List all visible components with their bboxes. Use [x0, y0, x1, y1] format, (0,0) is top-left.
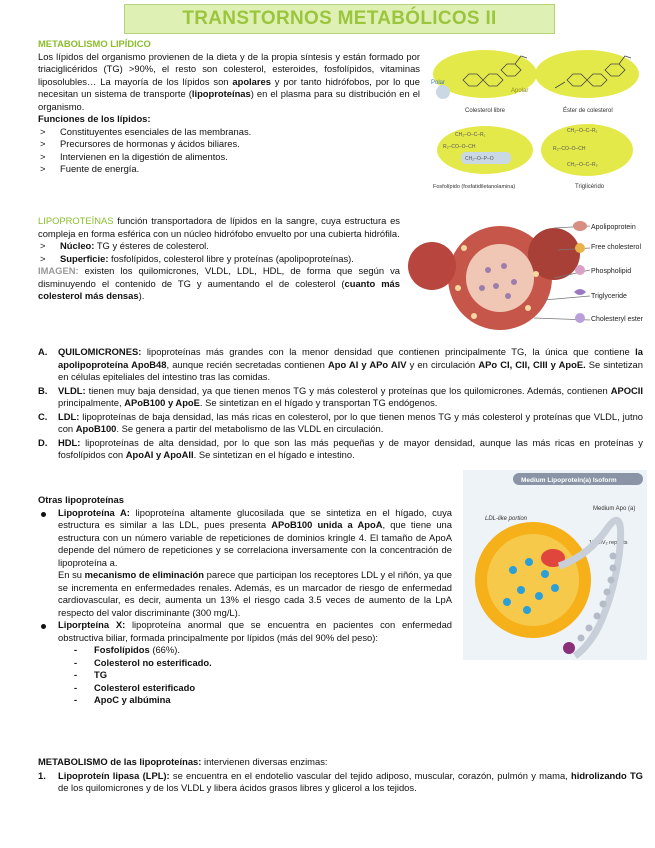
list-item: > Núcleo: TG y ésteres de colesterol. — [38, 240, 400, 253]
other-list — [38, 507, 452, 645]
list-item: Liporpteína X: lipoproteína anormal que se encuentra en pacientes con enfermedad obstructiva biliar, formada principalmente por lípidos (más del 90% del peso): — [38, 619, 452, 644]
phospholipid-figure-label: Phospholipid — [591, 268, 632, 275]
ldl-portion-label: LDL-like portion — [485, 516, 528, 522]
svg-text:R₂–CO–O–CH: R₂–CO–O–CH — [553, 146, 586, 152]
svg-text:CH₂–O–C–R₁: CH₂–O–C–R₁ — [567, 128, 598, 134]
list-item: C. LDL: lipoproteínas de baja densidad, las más ricas en colesterol, por lo que tienen menos TG y más colesterol y proteínas que VLDL, jutno con ApoB100. Se genera a partir del metabolismo de las VLDL en circulación. — [38, 410, 643, 434]
triglyceride-label: Triglicérido — [575, 184, 605, 190]
lipid-section — [38, 38, 420, 176]
lpa-figure — [463, 470, 647, 660]
page-title: TRANSTORNOS METABÓLICOS II — [124, 4, 555, 34]
svg-text:R₂–CO–O–CH: R₂–CO–O–CH — [443, 144, 476, 150]
free-cholesterol-label: Colesterol libre — [465, 108, 506, 114]
lipoproteins-section — [38, 215, 400, 303]
kiv-repeats-label: 18 KIV₂ repeats — [589, 540, 628, 546]
other-lipoproteins — [38, 494, 452, 707]
lipid-molecules-figure — [425, 40, 650, 192]
lipoprotein-structure-list — [38, 240, 400, 265]
image-note: IMAGEN: existen los quilomicrones, VLDL, LDL, HDL, de forma que según va disminuyendo el contenido de TG y aumentando el de colesterol (cuanto más colesterol más densas). — [38, 265, 400, 301]
list-item: > Fuente de energía. — [38, 163, 420, 176]
lipoprotein-classes — [38, 346, 643, 463]
lpa-figure-title: Medium Lipoprotein(a) Isoform — [521, 477, 617, 484]
other-heading: Otras lipoproteínas — [38, 494, 124, 505]
phospholipid-label: Fosfolípido (fosfatidiletanolamina) — [433, 184, 516, 190]
lipoproteins-paragraph: LIPOPROTEÍNAS función transportadora de lípidos en la sangre, cuya estructura es compleja en forma esférica con un núcleo hidrófobo envuelto por una cubierta hidrófila. — [38, 215, 400, 239]
cholesteryl-ester-label: Cholesteryl ester — [591, 316, 643, 323]
list-item: D. HDL: lipoproteínas de alta densidad, por lo que son las más pequeñas y de mayor densidad, aunque las más ricas en proteínas y fosfolípidos con ApoAI y ApoAII. Se sintetizan en el hígado e intestino. — [38, 436, 643, 460]
free-cholesterol-figure-label: Free cholesterol — [591, 244, 641, 251]
list-item: - ApoC y albúmina — [74, 694, 452, 707]
lipoproteins-heading: LIPOPROTEÍNAS — [38, 215, 114, 226]
lpx-components — [38, 644, 452, 707]
list-item: - Colesterol esterificado — [74, 682, 452, 695]
list-item: > Intervienen en la digestión de alimentos. — [38, 151, 420, 164]
triglyceride-figure-label: Triglyceride — [591, 293, 627, 300]
list-item: B. VLDL: tienen muy baja densidad, ya que tienen menos TG y más colesterol y proteínas que los quilomicrones. Además, contienen APOCII principalmente, APoB100 y ApoE. Se sintetizan en el hígado y transportan TG endógenos. — [38, 384, 643, 408]
lipid-heading: METABOLISMO LIPÍDICO — [38, 38, 151, 49]
list-item: > Constituyentes esenciales de las membranas. — [38, 126, 420, 139]
svg-text:CH₂–O–C–R₃: CH₂–O–C–R₃ — [567, 162, 598, 168]
lipoprotein-metabolism — [38, 756, 643, 796]
svg-text:CH₂–O–C–R₁: CH₂–O–C–R₁ — [455, 132, 486, 138]
list-item: 1. Lipoproteín lipasa (LPL): se encuentra en el endotelio vascular del tejido adiposo, muscular, corazón, pulmón y mama, hidrolizando TG de los quilomicrones y de los VLDL y libera ácidos grasos libres y glicerol a los tejidos. — [38, 769, 643, 793]
list-item: Lipoproteína A: lipoproteína altamente glucosilada que se sintetiza en el hígado, cuya estructura es similar a las LDL, pues presenta APoB100 unida a ApoA, que tiene una estructura con un número variable de repeticiones de dominios kringle 4. El tamaño de ApoA depende del número de repeticiones y se correlaciona inversamente con la concentración de lipoproteína a. En su mecanismo de eliminación parece que participan los receptores LDL y el riñón, ya que se incrementa en enfermedades renales. Además, es un marcador de riesgo de enfermedad cardiovascular, es decir, aumenta un 13% el riesgo cada 3.5 veces de aumento de la LpA respecto del valor discriminante (300 mg/L). — [38, 507, 452, 620]
list-item: - Colesterol no esterificado. — [74, 657, 452, 670]
classes-list — [38, 346, 643, 462]
svg-text:CH₂–O–P–O: CH₂–O–P–O — [465, 156, 494, 162]
list-item: - Fosfolípidos (66%). — [74, 644, 452, 657]
cholesterol-ester-label: Éster de colesterol — [563, 108, 613, 114]
metabolism-heading: METABOLISMO de las lipoproteínas: intervienen diversas enzimas: — [38, 756, 328, 767]
apolar-label: Apolar — [511, 88, 529, 94]
apo-a-label: Medium Apo (a) — [593, 506, 636, 512]
functions-list — [38, 126, 420, 176]
list-item: > Superficie: fosfolípidos, colesterol libre y proteínas (apolipoproteínas). — [38, 253, 400, 266]
polar-label: Polar — [431, 80, 446, 86]
enzymes-list — [38, 770, 643, 795]
lipid-paragraph: Los lípidos del organismo provienen de la dieta y de la propia síntesis y están formado por triaciglicéridos (TG) >90%, el resto son colesterol, esteroides, fosfolípidos, vitaminas liposolubles… La mayoría de los lípidos son apolares y por tanto hidrófobos, por lo que necesitan un sistema de transporte (lipoproteínas) en el plasma para su distribución en el organismo. — [38, 50, 420, 112]
list-item: A. QUILOMICRONES: lipoproteínas más grandes con la menor densidad que contienen principalmente TG, la única que contiene la apolipoproteína ApoB48, aunque recién secretadas contienen Apo AI y APo AIV y en circulación APo CI, CII, CIII y ApoE. Se sintetizan en células epiteliales del intestino tras las comidas. — [38, 346, 643, 382]
list-item: - TG — [74, 669, 452, 682]
functions-heading: Funciones de los lípidos: — [38, 113, 151, 124]
list-item: > Precursores de hormonas y ácidos biliares. — [38, 138, 420, 151]
apolipoprotein-label: Apolipoprotein — [591, 224, 636, 231]
lipoprotein-particle-figure — [404, 208, 652, 340]
